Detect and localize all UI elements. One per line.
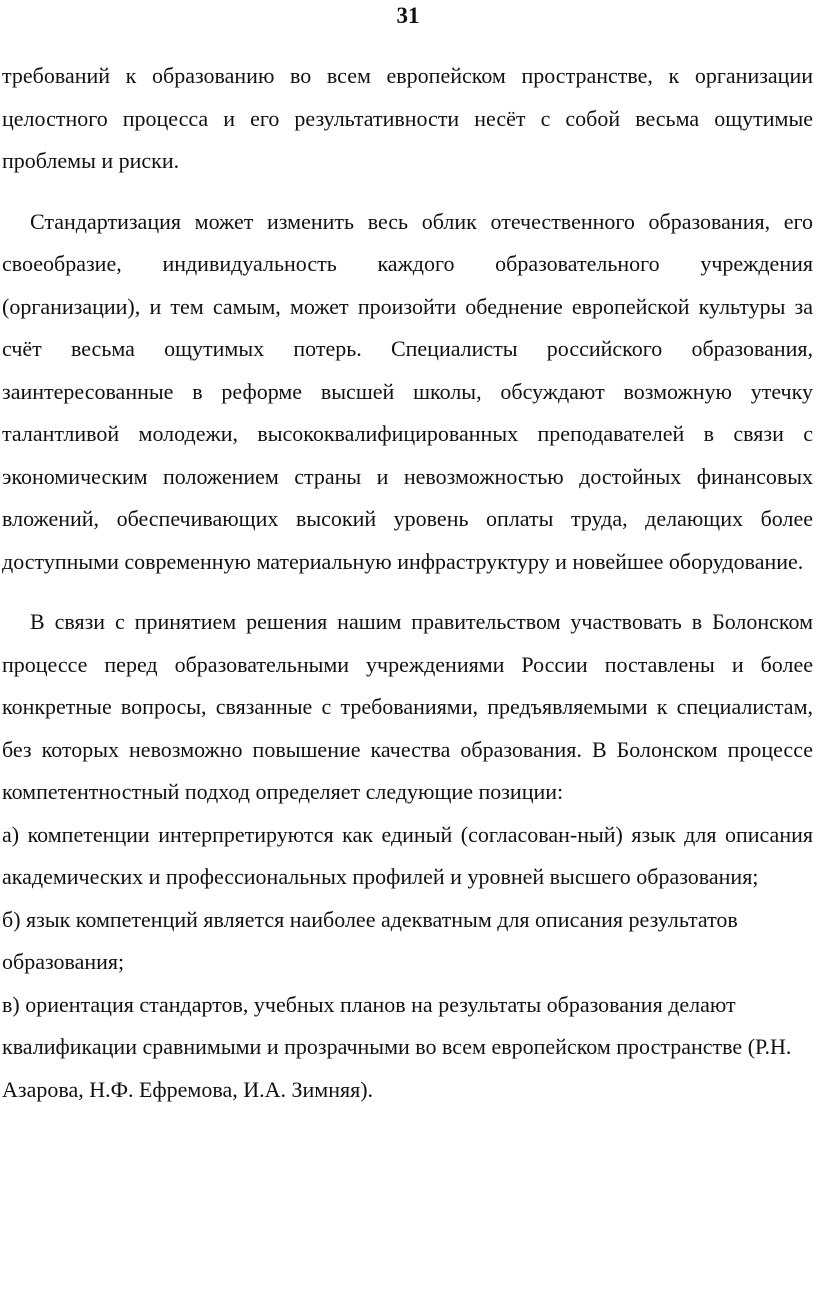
list-item-b: б) язык компетенций является наиболее адекватным для описания результатов образования;: [2, 906, 738, 974]
list-item-a: а) компетенции интерпретируются как единый (согласован-ный) язык для описания академических и профессиональных профилей и уровней высшего образования;: [2, 821, 813, 889]
page-body: [2, 55, 813, 1111]
paragraph-bologna-process: В связи с принятием решения нашим правительством участвовать в Болонском процессе перед образовательными учреждениями России поставлены и более конкретные вопросы, связанные с требованиями, предъявляемыми к специалистам, без которых невозможно повышение качества образования. В Болонском процессе компетентностный подход определяет следующие позиции:: [2, 609, 813, 804]
paragraph-continuation: требований к образованию во всем европейском пространстве, к организации целостного процесса и его результативности несёт с собой весьма ощутимые проблемы и риски.: [2, 63, 813, 173]
positions-list: [2, 814, 813, 1112]
page-number: 31: [396, 3, 420, 28]
paragraph-standardization: Стандартизация может изменить весь облик отечественного образования, его своеобразие, индивидуальность каждого образовательного учреждения (организации), и тем самым, может произойти обеднение европейской культуры за счёт весьма ощутимых потерь. Специалисты российского образования, заинтересованные в реформе высшей школы, обсуждают возможную утечку талантливой молодежи, высококвалифицированных преподавателей в связи с экономическим положением страны и невозможностью достойных финансовых вложений, обеспечивающих высокий уровень оплаты труда, делающих более доступными современную материальную инфраструктуру и новейшее оборудование.: [2, 208, 813, 574]
list-item-c: в) ориентация стандартов, учебных планов на результаты образования делают квалификации сравнимыми и прозрачными во всем европейском пространстве (Р.Н. Азарова, Н.Ф. Ефремова, И.А. Зимняя).: [2, 991, 792, 1102]
